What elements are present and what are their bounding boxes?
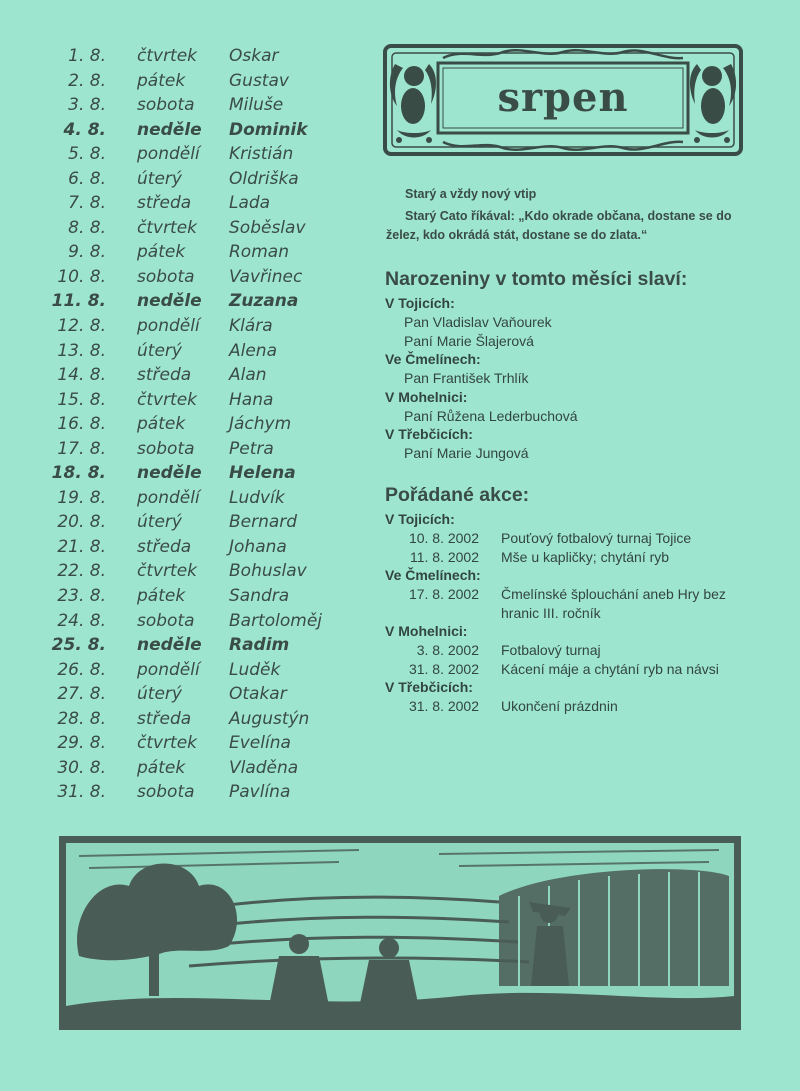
event-row [385,529,765,548]
calendar-row [40,535,360,560]
calendar-day: sobota [137,782,195,803]
calendar-date: 6. 8. [68,168,106,189]
calendar-name: Soběslav [229,217,306,238]
calendar-row [40,44,360,69]
calendar-date: 17. 8. [57,438,106,459]
birthday-person: Pan František Trhlík [404,370,529,386]
event-date: 10. 8. 2002 [408,530,479,546]
events-section [385,484,765,716]
calendar-name: Johana [229,536,287,557]
event-village: V Třebčicích: [385,679,473,695]
calendar-day: úterý [137,168,182,189]
calendar-row [40,412,360,437]
calendar-row [40,216,360,241]
calendar-row [40,240,360,265]
event-row [385,660,765,679]
calendar-day: sobota [137,610,195,631]
calendar-row [40,510,360,535]
calendar-row [40,633,360,658]
event-row [385,548,765,567]
calendar-date: 9. 8. [68,242,106,263]
calendar-date: 5. 8. [68,144,106,165]
month-title: srpen [497,74,629,121]
calendar-day: úterý [137,512,182,533]
calendar-date: 13. 8. [57,340,106,361]
calendar-date: 14. 8. [57,365,106,386]
calendar-day: úterý [137,340,182,361]
event-date: 3. 8. 2002 [416,642,479,658]
month-header [383,44,743,156]
calendar-date: 16. 8. [57,414,106,435]
calendar-day: pondělí [137,487,200,508]
calendar-name: Roman [229,242,289,263]
calendar-name: Helena [229,463,296,484]
calendar-day: čtvrtek [137,561,198,582]
calendar-name: Augustýn [229,708,310,729]
calendar-name: Ludvík [229,487,285,508]
event-text: Mše u kapličky; chytání ryb [501,548,670,565]
birthdays-title: Narozeniny v tomto měsíci slaví: [385,268,688,290]
calendar-day: čtvrtek [137,733,198,754]
calendar-day: středa [137,193,192,214]
event-date: 17. 8. 2002 [408,586,479,602]
calendar-day: neděle [137,119,202,140]
event-date: 11. 8. 2002 [409,548,479,565]
calendar-day: neděle [137,635,202,656]
event-text: Fotbalový turnaj [501,642,601,658]
calendar-date: 7. 8. [68,193,106,214]
calendar-row [40,707,360,732]
calendar-day: čtvrtek [137,389,198,410]
calendar-day: středa [137,708,192,729]
calendar-date: 4. 8. [63,119,106,140]
calendar-day: neděle [137,463,202,484]
calendar-name: Dominik [229,119,308,140]
calendar-row [40,191,360,216]
calendar-day: středa [137,365,192,386]
calendar-day: sobota [137,266,195,287]
calendar-day: středa [137,536,192,557]
calendar-date: 28. 8. [57,708,106,729]
calendar-name: Otakar [229,684,287,705]
calendar-day: sobota [137,438,195,459]
event-row [385,585,765,622]
birthday-person: Paní Růžena Lederbuchová [404,407,578,424]
calendar-name: Lada [229,193,271,214]
calendar-day: čtvrtek [137,46,198,66]
calendar-day: pátek [137,757,186,778]
birthday-person: Paní Marie Šlajerová [404,332,534,349]
calendar-day: pondělí [137,316,200,337]
calendar-name: Pavlína [229,782,291,803]
calendar-name: Gustav [229,70,289,91]
birthday-person: Paní Marie Jungová [404,445,529,461]
calendar-day: pondělí [137,144,200,165]
calendar-day: čtvrtek [137,217,198,238]
calendar-row [40,584,360,609]
calendar-row [40,658,360,683]
birthday-village: V Třebčicích: [385,426,473,442]
calendar-name: Jáchym [229,414,292,435]
calendar-date: 26. 8. [57,659,106,680]
calendar-name: Evelína [229,733,291,754]
calendar-date: 29. 8. [57,733,106,754]
calendar-name: Radim [229,635,290,656]
calendar-name: Kristián [229,144,294,165]
calendar-row [40,339,360,364]
calendar-row [40,609,360,634]
calendar-date: 23. 8. [57,586,106,607]
event-groups [385,510,765,716]
calendar-date: 11. 8. [51,291,106,312]
birthday-village: V Tojicích: [385,295,455,311]
joke-text: Starý Cato říkával: „Kdo okrade občana, dostane se do želez, kdo okrádá stát, dostane se do zlata.“ [386,209,732,242]
calendar-row [40,780,360,805]
event-date: 31. 8. 2002 [408,660,479,677]
calendar-date: 21. 8. [57,536,106,557]
right-ornament [690,64,736,143]
event-row [385,697,765,716]
calendar-date: 15. 8. [57,389,106,410]
event-row [385,641,765,660]
calendar-row [40,118,360,143]
calendar-date: 10. 8. [57,266,106,287]
calendar-date: 22. 8. [57,561,106,582]
birthday-groups [385,294,765,463]
calendar-date: 31. 8. [57,782,106,803]
calendar-name: Petra [229,438,274,459]
calendar-name: Alena [229,340,278,361]
calendar-name: Zuzana [229,291,299,312]
calendar-name: Bohuslav [229,561,307,582]
calendar-name: Alan [229,365,267,386]
calendar-row [40,756,360,781]
calendar-row [40,461,360,486]
calendar-day: neděle [137,291,202,312]
calendar-day: pátek [137,70,186,91]
calendar-date: 24. 8. [57,610,106,631]
calendar-name: Bartoloměj [229,610,323,631]
calendar-row [40,142,360,167]
joke-title: Starý a vždy nový vtip [405,187,537,201]
event-text: Čmelínské šplouchání aneb Hry bez hranic III. ročník [501,586,726,621]
birthdays-section [385,268,765,463]
calendar-name: Oldriška [229,168,299,189]
calendar-row [40,167,360,192]
event-village: Ve Čmelínech: [385,567,481,583]
calendar-row [40,289,360,314]
calendar-row [40,265,360,290]
calendar-row [40,437,360,462]
calendar-date: 30. 8. [57,757,106,778]
calendar-row [40,93,360,118]
calendar-day: pátek [137,586,186,607]
harvest-woodcut-illustration [59,836,741,1030]
calendar-day: úterý [137,684,182,705]
calendar-date: 12. 8. [57,316,106,337]
calendar-date: 8. 8. [68,217,106,238]
calendar-name: Klára [229,316,273,337]
event-date: 31. 8. 2002 [408,698,479,714]
calendar-day: pátek [137,414,186,435]
calendar-day: pondělí [137,659,200,680]
calendar-row [40,486,360,511]
calendar-date: 3. 8. [68,95,106,116]
event-text: Pouťový fotbalový turnaj Tojice [501,530,692,546]
calendar-date: 2. 8. [68,70,106,91]
calendar-date: 19. 8. [57,487,106,508]
calendar-row [40,682,360,707]
calendar-name: Sandra [229,586,290,607]
calendar-day: sobota [137,95,195,116]
calendar-row [40,559,360,584]
calendar-name: Bernard [229,512,298,533]
calendar-date: 25. 8. [51,635,106,656]
calendar-name: Luděk [229,659,281,680]
calendar-name: Oskar [229,46,279,66]
birthday-village: Ve Čmelínech: [385,351,481,367]
calendar-date: 1. 8. [68,46,106,66]
calendar-name: Miluše [229,95,284,116]
event-text: Ukončení prázdnin [501,698,618,714]
event-village: V Tojicích: [385,511,455,527]
events-title: Pořádané akce: [385,484,530,506]
calendar-date: 18. 8. [51,463,106,484]
calendar-name: Vavřinec [229,266,303,287]
calendar-date: 20. 8. [57,512,106,533]
calendar-date: 27. 8. [57,684,106,705]
event-village: V Mohelnici: [385,623,468,639]
calendar-row [40,314,360,339]
calendar-row [40,69,360,94]
calendar-row [40,388,360,413]
calendar-list [40,44,360,805]
calendar-name: Hana [229,389,274,410]
calendar-row [40,363,360,388]
event-text: Kácení máje a chytání ryb na návsi [501,660,719,677]
left-ornament [390,64,436,143]
calendar-row [40,731,360,756]
birthday-village: V Mohelnici: [385,388,468,405]
calendar-name: Vladěna [229,757,299,778]
calendar-day: pátek [137,242,186,263]
birthday-person: Pan Vladislav Vaňourek [404,314,552,330]
joke-section [386,187,746,245]
